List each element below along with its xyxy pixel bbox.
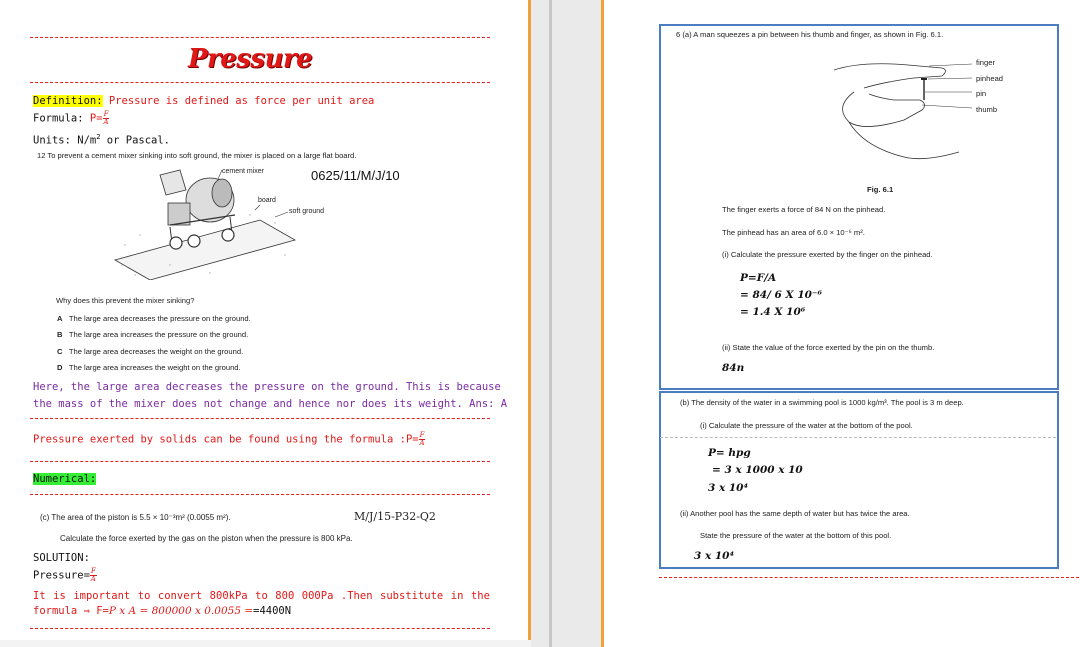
question-6b-box — [659, 391, 1059, 569]
page-separator — [549, 0, 552, 647]
units-value: N/m — [77, 134, 97, 147]
answer-6b-i-line-2: = 3 x 1000 x 10 — [712, 464, 803, 476]
divider — [30, 82, 490, 83]
label-finger: finger — [976, 58, 995, 67]
label-pin: pin — [976, 89, 987, 98]
solution-line-2: formula ⇒ F=P x A = 800000 x 0.0055 ==4400N — [33, 605, 292, 617]
answer-6a-i-line-2: = 84/ 6 X 10⁻⁶ — [740, 289, 823, 301]
finger-outline — [834, 64, 946, 88]
left-page — [0, 0, 531, 640]
label-soft-ground: soft ground — [289, 208, 325, 215]
formula-fraction: $\frac{F}{A}$ — [103, 110, 109, 126]
question-c: (c) The area of the piston is 5.5 × 10⁻³m² (0.0055 m²). — [40, 513, 231, 522]
question-6b-i: (i) Calculate the pressure of the water at the bottom of the pool. — [700, 421, 913, 430]
force-statement: The finger exerts a force of 84 N on the pinhead. — [722, 205, 886, 214]
solution-heading: SOLUTION: — [33, 552, 90, 564]
question-6a-ii: (ii) State the value of the force exerted by the pin on the thumb. — [722, 343, 935, 352]
formula-label: Formula: — [33, 112, 84, 125]
answer-6a-i-line-3: = 1.4 X 10⁶ — [740, 306, 806, 318]
numerical-heading: Numerical: — [33, 473, 97, 485]
wheel-icon — [188, 235, 200, 247]
area-statement: The pinhead has an area of 6.0 × 10⁻⁶ m². — [722, 228, 865, 237]
wheel-icon — [170, 237, 182, 249]
solids-fraction: $\frac{F}{A}$ — [419, 431, 425, 447]
explanation-line-1: Here, the large area decreases the pressure on the ground. This is because — [33, 381, 501, 393]
label-pinhead: pinhead — [976, 74, 1004, 83]
solution-line-1: It is important to convert 800kPa to 800 000Pa .Then substitute in the — [33, 590, 490, 602]
page-title: Pressure — [188, 44, 313, 74]
label-thumb: thumb — [976, 105, 998, 114]
option-d: D The large area increases the weight on the ground. — [57, 363, 241, 372]
question-text: Why does this prevent the mixer sinking? — [56, 296, 195, 305]
state-instruction: State the pressure of the water at the bottom of this pool. — [700, 531, 892, 540]
mixer-motor — [168, 203, 190, 225]
answer-6b-i-line-1: P= hpg — [708, 447, 751, 459]
divider — [30, 628, 490, 629]
answer-6b-ii: 3 x 10⁴ — [694, 550, 735, 562]
units-sup: 2 — [96, 133, 101, 141]
question-6a: 6 (a) A man squeezes a pin between his thumb and finger, as shown in Fig. 6.1. — [676, 30, 944, 39]
option-b: B The large area increases the pressure on the ground. — [57, 330, 249, 339]
question-12: 12 To prevent a cement mixer sinking into soft ground, the mixer is placed on a large flat board. — [37, 151, 357, 160]
explanation-line-2: the mass of the mixer does not change and hence nor does its weight. Ans: A — [33, 398, 508, 410]
units-line — [33, 133, 170, 147]
definition-text: Pressure is defined as force per unit area — [108, 95, 375, 107]
board-shape — [115, 220, 295, 280]
cement-mixer-figure — [110, 165, 300, 280]
option-c: C The large area decreases the weight on the ground. — [57, 347, 244, 356]
answer-6b-i-line-3: 3 x 10⁴ — [708, 482, 749, 494]
option-a: A The large area decreases the pressure on the ground. — [57, 314, 251, 323]
question-c-code: M/J/15-P32-Q2 — [354, 510, 436, 523]
units-rest: or Pascal. — [106, 134, 170, 147]
question-6b: (b) The density of the water in a swimming pool is 1000 kg/m³. The pool is 3 m deep. — [680, 398, 964, 407]
right-page — [601, 0, 1080, 647]
label-board: board — [258, 197, 276, 204]
label-cement-mixer: cement mixer — [222, 168, 265, 175]
formula-lhs: P= — [89, 112, 103, 125]
question-c-instruction: Calculate the force exerted by the gas on the piston when the pressure is 800 kPa. — [60, 534, 353, 543]
divider — [30, 494, 490, 495]
divider — [30, 37, 490, 38]
paper-code: 0625/11/M/J/10 — [311, 168, 400, 183]
wheel-icon — [222, 229, 234, 241]
units-label: Units: — [33, 134, 71, 147]
page-gutter — [531, 0, 601, 647]
solids-formula-line: Pressure exerted by solids can be found using the formula :P= $\frac{F}{A}$ — [33, 431, 425, 447]
question-6b-ii: (ii) Another pool has the same depth of water but has twice the area. — [680, 509, 910, 518]
answer-6a-i-line-1: P=F/A — [740, 272, 777, 284]
divider — [30, 461, 490, 462]
divider — [659, 577, 1079, 578]
answer-6a-ii: 84n — [722, 362, 745, 374]
formula-line — [33, 111, 109, 126]
definition-label: Definition: — [33, 95, 103, 107]
definition-line — [33, 95, 374, 107]
divider — [660, 437, 1056, 438]
question-6a-i: (i) Calculate the pressure exerted by the finger on the pinhead. — [722, 250, 933, 259]
hand-outline — [849, 122, 959, 159]
thumb-outline — [843, 92, 925, 127]
solution-pressure: Pressure= $\frac{F}{A}$ — [33, 567, 96, 583]
divider — [30, 418, 490, 419]
figure-caption: Fig. 6.1 — [867, 185, 894, 194]
solution-fraction: $\frac{F}{A}$ — [90, 567, 96, 583]
pinhead-shape — [921, 78, 927, 80]
